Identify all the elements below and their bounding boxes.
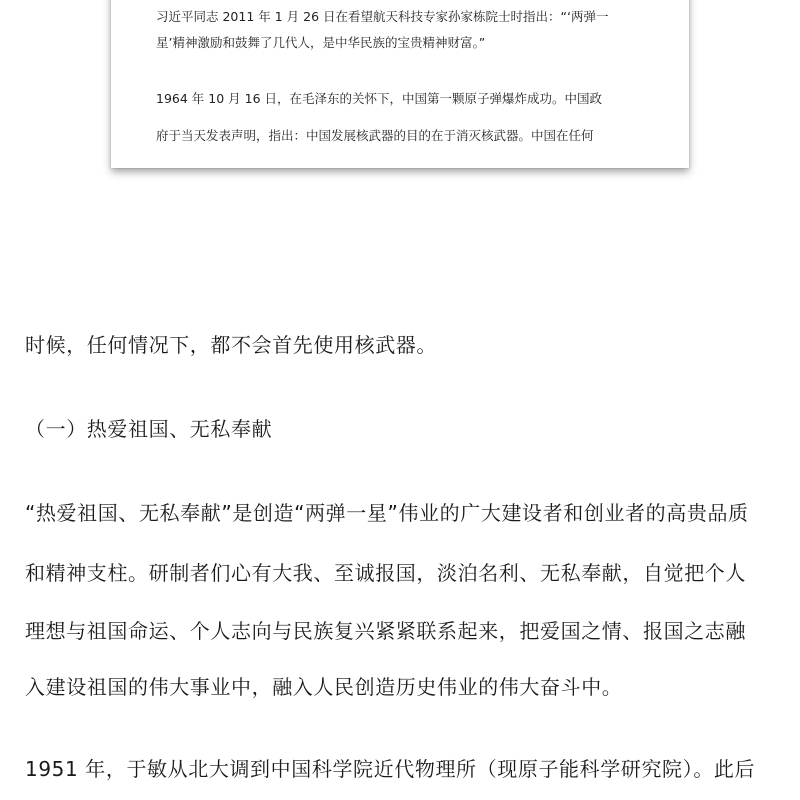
excerpt-line: 习近平同志 2011 年 1 月 26 日在看望航天科技专家孙家栋院士时指出：“‘两弹一 [156, 9, 609, 24]
embedded-page-excerpt [111, 0, 689, 168]
excerpt-line: 府于当天发表声明，指出：中国发展核武器的目的在于消灭核武器。中国在任何 [156, 128, 594, 143]
body-paragraph-line: 入建设祖国的伟大事业中，融入人民创造历史伟业的伟大奋斗中。 [25, 675, 623, 699]
excerpt-line: 1964 年 10 月 16 日，在毛泽东的关怀下，中国第一颗原子弹爆炸成功。中国政 [156, 91, 602, 106]
body-paragraph-line: 时候，任何情况下，都不会首先使用核武器。 [25, 333, 437, 357]
body-paragraph-line: 理想与祖国命运、个人志向与民族复兴紧紧联系起来，把爱国之情、报国之志融 [25, 619, 746, 643]
body-paragraph-line: “热爱祖国、无私奉献”是创造“两弹一星”伟业的广大建设者和创业者的高贵品质 [25, 501, 749, 525]
section-heading: （一）热爱祖国、无私奉献 [25, 417, 273, 441]
body-paragraph-line: 和精神支柱。研制者们心有大我、至诚报国，淡泊名利、无私奉献，自觉把个人 [25, 561, 746, 585]
excerpt-line: 星’精神激励和鼓舞了几代人，是中华民族的宝贵精神财富。” [156, 35, 486, 50]
body-paragraph-line: 1951 年，于敏从北大调到中国科学院近代物理所（现原子能科学研究院）。此后 [25, 757, 756, 781]
